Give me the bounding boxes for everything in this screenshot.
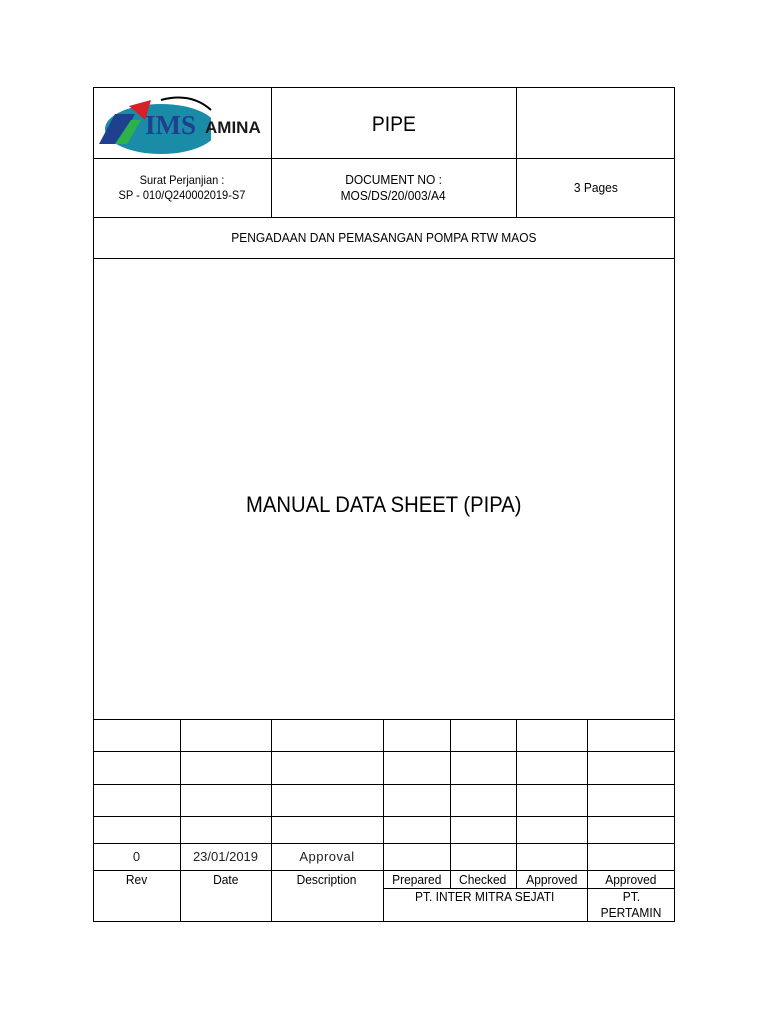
document-type-title: PIPE	[371, 113, 416, 136]
project-title: PENGADAAN DAN PEMASANGAN POMPA RTW MAOS	[231, 230, 537, 245]
approved-label: Approved	[525, 872, 578, 887]
rev-column-label: Rev	[125, 872, 148, 887]
client-name-line1: PT.	[622, 889, 640, 904]
revision-date: 23/01/2019	[192, 849, 259, 864]
revision-description: Approval	[299, 849, 355, 864]
contract-number: SP - 010/Q240002019-S7	[118, 188, 246, 202]
logo-text-ims: IMS	[145, 110, 197, 140]
divider	[516, 87, 517, 218]
revision-number: 0	[132, 849, 141, 864]
divider	[516, 719, 517, 889]
divider	[450, 719, 451, 889]
client-approved-label: Approved	[605, 872, 657, 887]
contractor-name: PT. INTER MITRA SEJATI	[415, 889, 555, 904]
divider	[271, 719, 272, 922]
page-count: 3 Pages	[573, 180, 618, 195]
main-title: MANUAL DATA SHEET (PIPA)	[246, 492, 522, 517]
divider	[93, 217, 675, 218]
date-column-label: Date	[212, 872, 239, 887]
divider	[180, 719, 181, 922]
document-number: MOS/DS/20/003/A4	[340, 188, 447, 203]
divider	[93, 158, 675, 159]
prepared-label: Prepared	[391, 872, 442, 887]
company-logo	[95, 92, 270, 156]
description-column-label: Description	[297, 872, 357, 887]
checked-label: Checked	[459, 872, 507, 887]
divider	[93, 258, 675, 259]
document-number-label: DOCUMENT NO :	[345, 172, 442, 187]
contract-label: Surat Perjanjian :	[139, 173, 225, 187]
logo-text-amina: AMINA	[205, 118, 261, 137]
client-name-line2: PERTAMIN	[600, 905, 662, 920]
